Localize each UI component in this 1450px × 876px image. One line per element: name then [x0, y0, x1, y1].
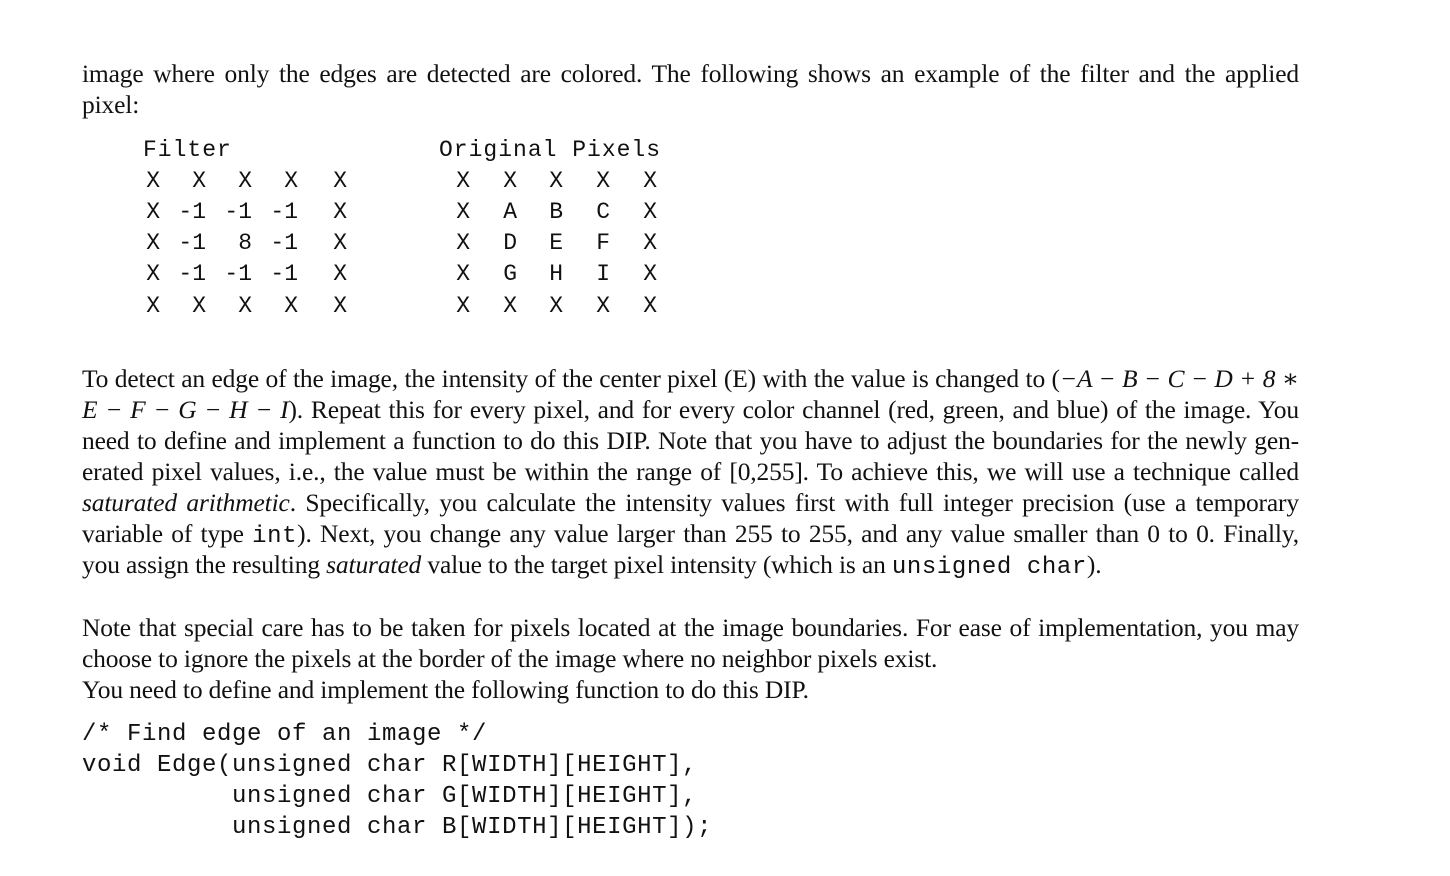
filter-cell: X: [333, 199, 347, 225]
saturated-term: saturated: [326, 550, 422, 579]
pixels-cell: X: [456, 230, 470, 256]
filter-cell: X: [146, 168, 160, 194]
pixels-title: Original Pixels: [439, 137, 662, 163]
pixels-cell: X: [643, 261, 657, 287]
para1-line-7: [82, 552, 1102, 580]
para1-line-7-text-a: you assign the resulting: [82, 550, 327, 579]
para1-line-5: [82, 490, 1299, 516]
pixels-cell: X: [596, 168, 610, 194]
pixels-cell: X: [643, 293, 657, 319]
para1-line-2-text: ). Repeat this for every pixel, and for every color channel (red, green, and blue) of the image. You: [288, 395, 1299, 424]
filter-cell: X: [238, 168, 252, 194]
pixels-cell: X: [643, 230, 657, 256]
pixels-cell: X: [643, 168, 657, 194]
pixels-cell: X: [596, 293, 610, 319]
filter-cell: -1: [270, 261, 298, 287]
code-signature-line-3: unsigned char B[WIDTH][HEIGHT]);: [82, 814, 713, 841]
filter-title: Filter: [143, 137, 232, 163]
para1-line-6-text-b: ). Next, you change any value larger than 255 to 255, and any value smaller than 0 to 0. Finally,: [297, 519, 1300, 548]
filter-cell: X: [333, 168, 347, 194]
pixels-cell: X: [643, 199, 657, 225]
pixels-cell: C: [596, 199, 610, 225]
pixels-cell: X: [456, 168, 470, 194]
pixels-cell: X: [549, 293, 563, 319]
filter-cell: -1: [270, 230, 298, 256]
filter-cell: X: [192, 168, 206, 194]
filter-cell: X: [146, 199, 160, 225]
pixels-cell: X: [549, 168, 563, 194]
pixels-cell: H: [549, 261, 563, 287]
unsigned-char-code: unsigned char: [891, 554, 1087, 581]
filter-cell: -1: [224, 199, 252, 225]
pixels-cell: D: [503, 230, 517, 256]
filter-cell: -1: [178, 261, 206, 287]
filter-cell: X: [333, 261, 347, 287]
filter-cell: X: [146, 261, 160, 287]
formula-part-1: −A − B − C − D + 8 ∗: [1059, 364, 1299, 393]
para1-line-4: erated pixel values, i.e., the value must be within the range of [0,255]. To achieve this, we will use a technique called: [82, 457, 1299, 486]
filter-cell: X: [192, 293, 206, 319]
intro-line-2: pixel:: [82, 90, 140, 119]
code-signature-line-2: unsigned char G[WIDTH][HEIGHT],: [82, 783, 698, 810]
para1-line-2: [82, 397, 1299, 423]
para1-line-3: need to define and implement a function to do this DIP. Note that you have to adjust the boundaries for the newly gen-: [82, 426, 1299, 455]
pixels-cell: X: [503, 293, 517, 319]
para1-line-7-text-c: ).: [1086, 550, 1102, 579]
filter-cell: X: [284, 293, 298, 319]
para1-line-1-text: To detect an edge of the image, the intensity of the center pixel (E) with the value is changed to (: [82, 364, 1060, 393]
filter-cell: -1: [224, 261, 252, 287]
para2-line-1: Note that special care has to be taken for pixels located at the image boundaries. For ease of implementation, you may: [82, 613, 1299, 642]
filter-cell: -1: [270, 199, 298, 225]
pixels-cell: X: [503, 168, 517, 194]
pixels-cell: G: [503, 261, 517, 287]
pixels-cell: I: [596, 261, 610, 287]
pixels-cell: X: [456, 199, 470, 225]
para2-line-2: choose to ignore the pixels at the border of the image where no neighbor pixels exist.: [82, 644, 938, 673]
pixels-cell: B: [549, 199, 563, 225]
saturated-arithmetic-term: saturated arithmetic: [82, 488, 290, 517]
filter-cell: X: [333, 293, 347, 319]
filter-cell: -1: [178, 199, 206, 225]
para1-line-7-text-b: value to the target pixel intensity (which is an: [421, 550, 892, 579]
code-comment: /* Find edge of an image */: [82, 721, 488, 748]
pixels-cell: E: [549, 230, 563, 256]
para1-line-5-text: . Specifically, you calculate the intensity values first with full integer precision (use a temporary: [289, 488, 1299, 517]
para2-line-3: You need to define and implement the following function to do this DIP.: [82, 675, 809, 704]
pixels-cell: X: [456, 293, 470, 319]
pixels-cell: A: [503, 199, 517, 225]
formula-part-2: E − F − G − H − I: [82, 395, 289, 424]
filter-cell: 8: [238, 230, 252, 256]
int-code: int: [252, 523, 298, 550]
para1-line-6: [82, 521, 1299, 549]
filter-cell: -1: [178, 230, 206, 256]
para1-line-1: [82, 366, 1299, 392]
filter-cell: X: [284, 168, 298, 194]
intro-line-1: image where only the edges are detected are colored. The following shows an example of the filter and the applied: [82, 59, 1299, 88]
filter-cell: X: [238, 293, 252, 319]
pixels-cell: F: [596, 230, 610, 256]
para1-line-6-text-a: variable of type: [82, 519, 253, 548]
filter-cell: X: [333, 230, 347, 256]
code-signature-line-1: void Edge(unsigned char R[WIDTH][HEIGHT],: [82, 752, 698, 779]
filter-cell: X: [146, 230, 160, 256]
filter-cell: X: [146, 293, 160, 319]
pixels-cell: X: [456, 261, 470, 287]
